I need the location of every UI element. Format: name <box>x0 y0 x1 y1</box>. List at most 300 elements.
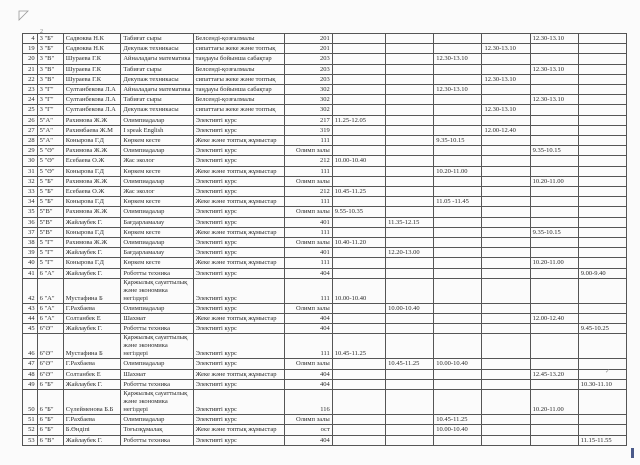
time-cell-3 <box>434 95 482 105</box>
room-cell: 404 <box>284 379 332 389</box>
time-cell-1: 10.40-11.20 <box>332 238 385 248</box>
time-cell-5 <box>530 85 578 95</box>
time-cell-2 <box>386 258 434 268</box>
teacher-cell: Г.Рахбаева <box>63 415 121 425</box>
room-cell: Олимп залы <box>284 207 332 217</box>
time-cell-3 <box>434 379 482 389</box>
subject-cell: Шахмат <box>121 314 193 324</box>
room-cell: 201 <box>284 34 332 44</box>
time-cell-6: 9.45-10.25 <box>578 324 626 334</box>
header-mark: 2 <box>40 29 43 35</box>
page-edge-mark <box>631 448 634 458</box>
class-cell: 6 "Б" <box>37 379 63 389</box>
subject-cell: Қаржылық сауаттылық және экономика негіздері <box>121 278 193 303</box>
table-row <box>23 54 627 64</box>
room-cell: 203 <box>284 74 332 84</box>
room-cell: 111 <box>284 334 332 359</box>
row-number: 29 <box>23 146 38 156</box>
row-number: 40 <box>23 258 38 268</box>
time-cell-3 <box>434 115 482 125</box>
time-cell-6 <box>578 34 626 44</box>
time-cell-3: 10.00-10.40 <box>434 425 482 435</box>
time-cell-1: 9.55-10.35 <box>332 207 385 217</box>
class-cell: 6"Ә" <box>37 359 63 369</box>
row-number: 42 <box>23 278 38 303</box>
time-cell-1 <box>332 268 385 278</box>
row-number: 26 <box>23 115 38 125</box>
subject-cell: Роботты техника <box>121 379 193 389</box>
time-cell-3 <box>434 74 482 84</box>
time-cell-2 <box>386 95 434 105</box>
row-number: 46 <box>23 334 38 359</box>
time-cell-1 <box>332 314 385 324</box>
course-type-cell: Жеке және топтық жұмыстар <box>193 258 284 268</box>
class-cell: 3 "Б" <box>37 34 63 44</box>
time-cell-6 <box>578 54 626 64</box>
teacher-cell: Шураева Г.К <box>63 54 121 64</box>
table-row <box>23 415 627 425</box>
time-cell-3 <box>434 176 482 186</box>
subject-cell: Жас эколог <box>121 187 193 197</box>
time-cell-2 <box>386 415 434 425</box>
room-cell: 404 <box>284 369 332 379</box>
row-number: 34 <box>23 197 38 207</box>
time-cell-2 <box>386 334 434 359</box>
time-cell-4 <box>482 238 530 248</box>
time-cell-4 <box>482 303 530 313</box>
time-cell-4 <box>482 115 530 125</box>
row-number: 19 <box>23 44 38 54</box>
time-cell-5 <box>530 207 578 217</box>
time-cell-1 <box>332 303 385 313</box>
time-cell-3: 9.35-10.15 <box>434 136 482 146</box>
room-cell: Олимп залы <box>284 176 332 186</box>
course-type-cell: Элективті курс <box>193 217 284 227</box>
teacher-cell: Рахимова Ж.Ж <box>63 115 121 125</box>
teacher-cell: Конырова Г.Д <box>63 258 121 268</box>
table-row <box>23 379 627 389</box>
time-cell-6 <box>578 146 626 156</box>
time-cell-3: 10.45-11.25 <box>434 415 482 425</box>
course-type-cell: Элективті курс <box>193 248 284 258</box>
table-row <box>23 176 627 186</box>
time-cell-4 <box>482 95 530 105</box>
room-cell: 302 <box>284 95 332 105</box>
time-cell-6 <box>578 258 626 268</box>
time-cell-4 <box>482 314 530 324</box>
room-cell: ост <box>284 425 332 435</box>
time-cell-1 <box>332 34 385 44</box>
time-cell-6 <box>578 44 626 54</box>
table-row <box>23 187 627 197</box>
time-cell-4 <box>482 207 530 217</box>
class-cell: 6"Ә" <box>37 324 63 334</box>
class-cell: 5 "Ә" <box>37 156 63 166</box>
table-row <box>23 359 627 369</box>
time-cell-5: 12.30-13.10 <box>530 95 578 105</box>
time-cell-2: 11.35-12.15 <box>386 217 434 227</box>
time-cell-3 <box>434 156 482 166</box>
class-cell: 6 "А" <box>37 314 63 324</box>
teacher-cell: Мустафина Б <box>63 334 121 359</box>
course-type-cell: Элективті курс <box>193 115 284 125</box>
subject-cell: Роботты техника <box>121 268 193 278</box>
time-cell-3 <box>434 146 482 156</box>
course-type-cell: Элективті курс <box>193 303 284 313</box>
time-cell-1 <box>332 390 385 415</box>
time-cell-5 <box>530 187 578 197</box>
subject-cell: Көркем кесте <box>121 197 193 207</box>
subject-cell: Декупаж техникасы <box>121 105 193 115</box>
subject-cell: Олимпиадалар <box>121 176 193 186</box>
teacher-cell: Жайлаубек Г. <box>63 435 121 445</box>
table-row <box>23 207 627 217</box>
time-cell-5 <box>530 248 578 258</box>
time-cell-2 <box>386 85 434 95</box>
time-cell-1 <box>332 105 385 115</box>
time-cell-3 <box>434 217 482 227</box>
time-cell-4 <box>482 197 530 207</box>
class-cell: 3 "В" <box>37 54 63 64</box>
room-cell: 401 <box>284 217 332 227</box>
class-cell: 6 "Б" <box>37 390 63 415</box>
subject-cell: I speak English <box>121 125 193 135</box>
class-cell: 6"Ә" <box>37 369 63 379</box>
time-cell-5 <box>530 44 578 54</box>
time-cell-5 <box>530 425 578 435</box>
time-cell-2 <box>386 238 434 248</box>
time-cell-3: 11.05 -11.45 <box>434 197 482 207</box>
row-number: 35 <box>23 207 38 217</box>
table-row <box>23 85 627 95</box>
time-cell-4 <box>482 156 530 166</box>
time-cell-6 <box>578 64 626 74</box>
teacher-cell: Жайлаубек Г. <box>63 268 121 278</box>
time-cell-4 <box>482 324 530 334</box>
row-number: 53 <box>23 435 38 445</box>
time-cell-3 <box>434 207 482 217</box>
time-cell-6 <box>578 303 626 313</box>
teacher-cell: Конырова Г.Д <box>63 227 121 237</box>
teacher-cell: Шураева Г.К <box>63 74 121 84</box>
row-number: 39 <box>23 248 38 258</box>
time-cell-6: 11.15-11.55 <box>578 435 626 445</box>
teacher-cell: Сүлейменова Б.Б <box>63 390 121 415</box>
time-cell-1 <box>332 248 385 258</box>
subject-cell: Жас эколог <box>121 156 193 166</box>
time-cell-3 <box>434 248 482 258</box>
room-cell: 111 <box>284 227 332 237</box>
time-cell-3 <box>434 125 482 135</box>
time-cell-1 <box>332 136 385 146</box>
time-cell-1 <box>332 95 385 105</box>
subject-cell: Табиғат сыры <box>121 64 193 74</box>
time-cell-4 <box>482 415 530 425</box>
row-number: 51 <box>23 415 38 425</box>
time-cell-2 <box>386 369 434 379</box>
teacher-cell: Конырова Г.Д <box>63 166 121 176</box>
table-row <box>23 369 627 379</box>
time-cell-2 <box>386 278 434 303</box>
time-cell-5: 12.45-13.20 <box>530 369 578 379</box>
time-cell-5: 12.30-13.10 <box>530 34 578 44</box>
row-number: 43 <box>23 303 38 313</box>
class-cell: 5 "Г" <box>37 238 63 248</box>
course-type-cell: Элективті курс <box>193 176 284 186</box>
class-cell: 3 "Б" <box>37 44 63 54</box>
time-cell-1 <box>332 166 385 176</box>
time-cell-4 <box>482 176 530 186</box>
subject-cell: Олимпиадалар <box>121 115 193 125</box>
table-row <box>23 74 627 84</box>
row-number: 23 <box>23 85 38 95</box>
time-cell-2 <box>386 187 434 197</box>
class-cell: 6 "Б" <box>37 425 63 435</box>
time-cell-5 <box>530 197 578 207</box>
course-type-cell: таңдауы бойынша сабақтар <box>193 85 284 95</box>
time-cell-3: 10.20-11.00 <box>434 166 482 176</box>
time-cell-2 <box>386 64 434 74</box>
time-cell-6 <box>578 207 626 217</box>
time-cell-1: 11.25-12.05 <box>332 115 385 125</box>
time-cell-6 <box>578 359 626 369</box>
time-cell-6: 10.30-11.10 <box>578 379 626 389</box>
room-cell: Олимп залы <box>284 359 332 369</box>
schedule-table <box>22 33 627 446</box>
time-cell-3: 10.00-10.40 <box>434 359 482 369</box>
time-cell-6 <box>578 197 626 207</box>
table-row <box>23 197 627 207</box>
time-cell-3 <box>434 44 482 54</box>
room-cell: 404 <box>284 314 332 324</box>
room-cell: 302 <box>284 105 332 115</box>
time-cell-6 <box>578 314 626 324</box>
subject-cell: Олимпиадалар <box>121 303 193 313</box>
teacher-cell: Садвоква Н.К <box>63 34 121 44</box>
table-row <box>23 105 627 115</box>
room-cell: 217 <box>284 115 332 125</box>
subject-cell: Табиғат сыры <box>121 34 193 44</box>
table-row <box>23 136 627 146</box>
class-cell: 3 "Г" <box>37 105 63 115</box>
time-cell-3 <box>434 258 482 268</box>
time-cell-2: 10.00-10.40 <box>386 303 434 313</box>
teacher-cell: Султанбекова Л.А <box>63 95 121 105</box>
subject-cell: Көркем кесте <box>121 258 193 268</box>
course-type-cell: Элективті курс <box>193 359 284 369</box>
table-row <box>23 278 627 303</box>
time-cell-5 <box>530 303 578 313</box>
time-cell-1 <box>332 85 385 95</box>
course-type-cell: Элективті курс <box>193 435 284 445</box>
time-cell-1 <box>332 258 385 268</box>
time-cell-5: 9.35-10.15 <box>530 146 578 156</box>
time-cell-1 <box>332 125 385 135</box>
course-type-cell: Жеке және топтық жұмыстар <box>193 136 284 146</box>
time-cell-1 <box>332 425 385 435</box>
table-row <box>23 248 627 258</box>
room-cell: Олимп залы <box>284 146 332 156</box>
table-row <box>23 425 627 435</box>
time-cell-2 <box>386 324 434 334</box>
time-cell-4 <box>482 34 530 44</box>
subject-cell: Шахмат <box>121 369 193 379</box>
room-cell: 201 <box>284 44 332 54</box>
class-cell: 6 "В" <box>37 435 63 445</box>
room-cell: 404 <box>284 268 332 278</box>
class-cell: 5 "Б" <box>37 197 63 207</box>
course-type-cell: сипаттағы жеке және топтық <box>193 105 284 115</box>
time-cell-4 <box>482 227 530 237</box>
teacher-cell: Конырова Г.Д <box>63 136 121 146</box>
subject-cell: Декупаж техникасы <box>121 44 193 54</box>
table-row <box>23 238 627 248</box>
time-cell-5 <box>530 125 578 135</box>
time-cell-3 <box>434 435 482 445</box>
teacher-cell: Садвоква Н.К <box>63 44 121 54</box>
teacher-cell: Рахимбаева Ж.М <box>63 125 121 135</box>
time-cell-5 <box>530 359 578 369</box>
time-cell-2 <box>386 390 434 415</box>
time-cell-2 <box>386 34 434 44</box>
time-cell-2 <box>386 146 434 156</box>
class-cell: 5 "Г" <box>37 258 63 268</box>
teacher-cell: Конырова Г.Д <box>63 197 121 207</box>
time-cell-1 <box>332 435 385 445</box>
time-cell-2 <box>386 379 434 389</box>
subject-cell: Роботты техника <box>121 324 193 334</box>
time-cell-1 <box>332 369 385 379</box>
teacher-cell: Солтанбек Е <box>63 314 121 324</box>
time-cell-4 <box>482 390 530 415</box>
time-cell-3: 12.30-13.10 <box>434 54 482 64</box>
table-row <box>23 268 627 278</box>
time-cell-5 <box>530 115 578 125</box>
class-cell: 3 "Г" <box>37 95 63 105</box>
time-cell-2 <box>386 176 434 186</box>
subject-cell: Олимпиадалар <box>121 146 193 156</box>
class-cell: 3 "В" <box>37 74 63 84</box>
row-number: 44 <box>23 314 38 324</box>
time-cell-1 <box>332 64 385 74</box>
time-cell-3 <box>434 303 482 313</box>
time-cell-6 <box>578 95 626 105</box>
time-cell-6 <box>578 176 626 186</box>
row-number: 25 <box>23 105 38 115</box>
subject-cell: Бағдарламалау <box>121 248 193 258</box>
time-cell-5 <box>530 105 578 115</box>
class-cell: 5"А" <box>37 125 63 135</box>
time-cell-5 <box>530 324 578 334</box>
row-number: 37 <box>23 227 38 237</box>
course-type-cell: Жеке және топтық жұмыстар <box>193 369 284 379</box>
time-cell-4 <box>482 359 530 369</box>
class-cell: 5"А" <box>37 136 63 146</box>
row-number: 36 <box>23 217 38 227</box>
course-type-cell: Элективті курс <box>193 268 284 278</box>
time-cell-4: 12.30-13.10 <box>482 105 530 115</box>
class-cell: 5 "Ә" <box>37 146 63 156</box>
course-type-cell: Белсенді-қозғалмалы <box>193 95 284 105</box>
time-cell-2 <box>386 197 434 207</box>
table-row <box>23 156 627 166</box>
subject-cell: Олимпиадалар <box>121 207 193 217</box>
subject-cell: Декупаж техникасы <box>121 74 193 84</box>
course-type-cell: Элективті курс <box>193 238 284 248</box>
subject-cell: Олимпиадалар <box>121 359 193 369</box>
table-row <box>23 217 627 227</box>
time-cell-6 <box>578 217 626 227</box>
row-number: 41 <box>23 268 38 278</box>
time-cell-1 <box>332 176 385 186</box>
time-cell-4 <box>482 187 530 197</box>
room-cell: 111 <box>284 197 332 207</box>
room-cell: Олимп залы <box>284 303 332 313</box>
subject-cell: Олимпиадалар <box>121 238 193 248</box>
time-cell-1 <box>332 197 385 207</box>
table-row <box>23 258 627 268</box>
time-cell-3 <box>434 187 482 197</box>
room-cell: 401 <box>284 248 332 258</box>
time-cell-2 <box>386 136 434 146</box>
time-cell-3 <box>434 105 482 115</box>
row-number: 52 <box>23 425 38 435</box>
time-cell-4: 12.30-13.10 <box>482 74 530 84</box>
subject-cell: Қаржылық сауаттылық және экономика негіздері <box>121 390 193 415</box>
time-cell-6 <box>578 115 626 125</box>
room-cell: 111 <box>284 166 332 176</box>
time-cell-4 <box>482 85 530 95</box>
time-cell-2 <box>386 44 434 54</box>
course-type-cell: Элективті курс <box>193 379 284 389</box>
table-row <box>23 44 627 54</box>
time-cell-6 <box>578 390 626 415</box>
time-cell-5 <box>530 74 578 84</box>
time-cell-4 <box>482 278 530 303</box>
time-cell-3 <box>434 390 482 415</box>
table-row <box>23 166 627 176</box>
row-number: 47 <box>23 359 38 369</box>
table-row <box>23 146 627 156</box>
room-cell: 203 <box>284 54 332 64</box>
time-cell-5: 12.30-13.10 <box>530 64 578 74</box>
time-cell-5: 10.20-11.00 <box>530 176 578 186</box>
teacher-cell: Шураева Г.К <box>63 64 121 74</box>
class-cell: 6 "А" <box>37 268 63 278</box>
course-type-cell: Элективті курс <box>193 125 284 135</box>
row-number: 4 <box>23 34 38 44</box>
time-cell-1 <box>332 44 385 54</box>
time-cell-5 <box>530 238 578 248</box>
course-type-cell: Элективті курс <box>193 156 284 166</box>
teacher-cell: Рахимова Ж.Ж <box>63 176 121 186</box>
time-cell-4 <box>482 217 530 227</box>
time-cell-1 <box>332 359 385 369</box>
table-row <box>23 95 627 105</box>
time-cell-1 <box>332 227 385 237</box>
time-cell-2 <box>386 54 434 64</box>
time-cell-5 <box>530 268 578 278</box>
class-cell: 6"Ә" <box>37 334 63 359</box>
course-type-cell: Жеке және топтық жұмыстар <box>193 314 284 324</box>
room-cell: Олимп залы <box>284 415 332 425</box>
subject-cell: Айналадағы математика <box>121 54 193 64</box>
time-cell-2 <box>386 425 434 435</box>
time-cell-2 <box>386 227 434 237</box>
time-cell-2 <box>386 115 434 125</box>
time-cell-5 <box>530 54 578 64</box>
subject-cell: Бағдарламалау <box>121 217 193 227</box>
